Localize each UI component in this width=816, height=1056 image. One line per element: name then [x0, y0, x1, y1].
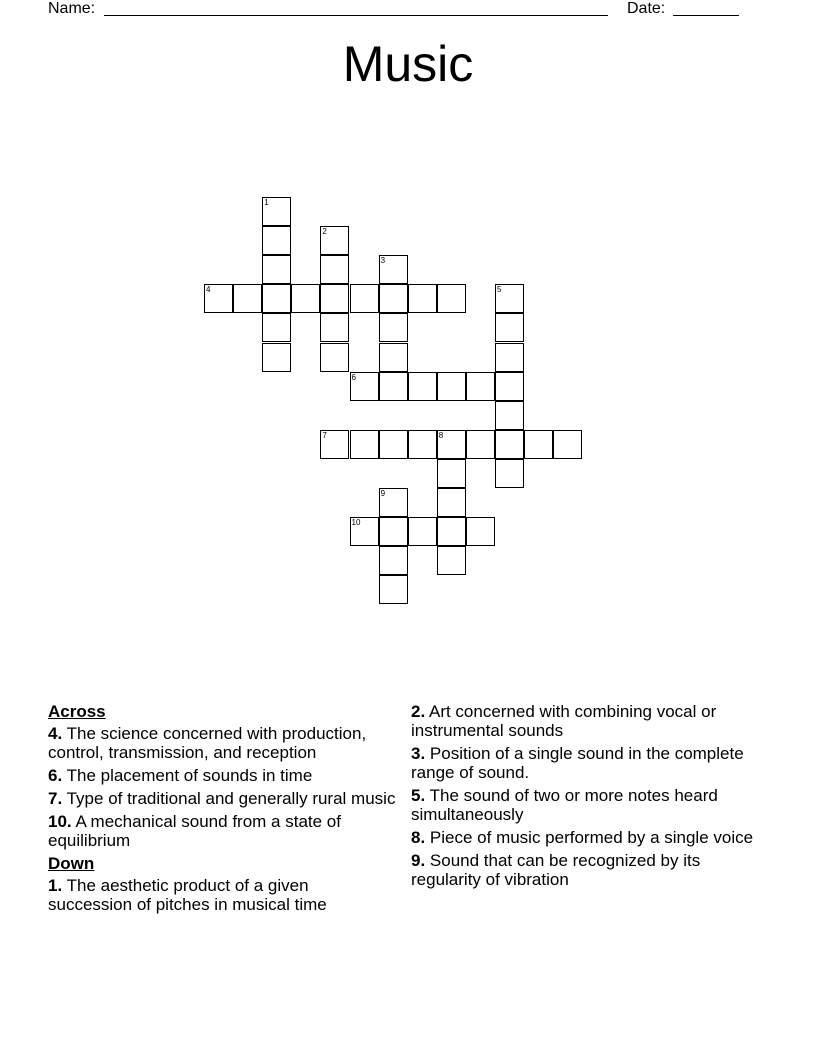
cell-number: 5	[497, 285, 502, 295]
cell-number: 1	[264, 198, 269, 207]
grid-cell[interactable]	[262, 197, 291, 226]
clue-item	[411, 828, 761, 847]
cell-number: 2	[322, 227, 327, 237]
clue-item	[48, 876, 396, 914]
grid-cell[interactable]	[495, 401, 524, 430]
clues-column-left	[48, 702, 396, 918]
clue-item	[48, 724, 396, 762]
grid-cell[interactable]	[379, 546, 408, 575]
grid-cell[interactable]	[408, 284, 437, 313]
grid-cell[interactable]	[379, 372, 408, 401]
clue-text: Art concerned with combining vocal or instrumental sounds	[411, 702, 717, 740]
clue-number: 8.	[411, 828, 426, 847]
cell-number: 9	[380, 489, 386, 498]
grid-cell[interactable]	[495, 343, 524, 372]
clue-item	[48, 789, 396, 808]
clue-text: Position of a single sound in the complete range of sound.	[411, 744, 744, 782]
grid-cell[interactable]	[262, 343, 291, 372]
grid-cell[interactable]	[320, 226, 349, 255]
page-title: Music	[342, 36, 474, 92]
grid-cell[interactable]	[437, 546, 466, 575]
clue-text: Piece of music performed by a single voice	[429, 828, 754, 847]
grid-cell[interactable]	[466, 517, 495, 546]
grid-cell[interactable]	[379, 430, 408, 459]
clue-text: Type of traditional and generally rural music	[66, 789, 396, 808]
grid-cell[interactable]	[350, 517, 379, 546]
clue-section-heading: Down	[48, 854, 95, 873]
clue-section-heading: Across	[48, 702, 106, 721]
clue-number: 1.	[48, 876, 63, 895]
clue-item	[411, 851, 761, 889]
grid-cell[interactable]	[379, 517, 408, 546]
grid-cell[interactable]	[437, 284, 466, 313]
grid-cell[interactable]	[495, 284, 524, 313]
clue-item	[411, 702, 761, 740]
grid-cell[interactable]	[379, 313, 408, 342]
clue-text: Sound that can be recognized by its regularity of vibration	[411, 851, 701, 889]
grid-cell[interactable]	[524, 430, 553, 459]
grid-cell[interactable]	[204, 284, 233, 313]
clue-text: A mechanical sound from a state of equilibrium	[48, 812, 341, 850]
grid-cell[interactable]	[408, 372, 437, 401]
grid-cell[interactable]	[320, 313, 349, 342]
clues-column-right	[411, 702, 761, 893]
clue-item	[48, 766, 396, 785]
cell-number: 10	[351, 518, 361, 528]
clue-text: The placement of sounds in time	[66, 766, 313, 785]
clue-number: 3.	[411, 744, 426, 763]
grid-cell[interactable]	[379, 343, 408, 372]
clue-number: 4.	[48, 724, 63, 743]
grid-cell[interactable]	[320, 343, 349, 372]
grid-cell[interactable]	[466, 430, 495, 459]
cell-number: 6	[351, 372, 356, 382]
clue-item	[48, 812, 396, 850]
grid-cell[interactable]	[233, 284, 262, 313]
grid-cell[interactable]	[262, 313, 291, 342]
grid-cell[interactable]	[437, 517, 466, 546]
clue-number: 2.	[411, 702, 426, 721]
clue-number: 6.	[48, 766, 63, 785]
grid-cell[interactable]	[466, 372, 495, 401]
grid-cell[interactable]	[408, 430, 437, 459]
grid-cell[interactable]	[379, 488, 408, 517]
clue-number: 7.	[48, 789, 63, 808]
grid-cell[interactable]	[262, 226, 291, 255]
clue-text: The science concerned with production, control, transmission, and reception	[48, 724, 367, 762]
grid-cell[interactable]	[350, 430, 379, 459]
grid-cell[interactable]	[379, 255, 408, 284]
cell-number: 8	[438, 430, 444, 440]
grid-cell[interactable]	[437, 488, 466, 517]
clue-number: 9.	[411, 851, 426, 870]
grid-cell[interactable]	[291, 284, 320, 313]
grid-cell[interactable]	[320, 255, 349, 284]
clue-text: The sound of two or more notes heard simultaneously	[411, 786, 718, 824]
grid-cell[interactable]	[437, 459, 466, 488]
grid-cell[interactable]	[320, 284, 349, 313]
name-label: Name:	[48, 0, 96, 17]
grid-cell[interactable]	[437, 430, 466, 459]
grid-cell[interactable]	[320, 430, 349, 459]
grid-cell[interactable]	[495, 430, 524, 459]
grid-cell[interactable]	[262, 255, 291, 284]
cell-number: 3	[380, 256, 386, 266]
grid-cell[interactable]	[262, 284, 291, 313]
grid-cell[interactable]	[495, 459, 524, 488]
grid-cell[interactable]	[350, 284, 379, 313]
grid-cell[interactable]	[350, 372, 379, 401]
grid-cell[interactable]	[379, 575, 408, 604]
clue-text: The aesthetic product of a given succession of pitches in musical time	[48, 876, 327, 914]
clue-item	[411, 786, 761, 824]
cell-number: 4	[206, 285, 211, 295]
grid-cell[interactable]	[495, 313, 524, 342]
grid-cell[interactable]	[379, 284, 408, 313]
grid-cell[interactable]	[495, 372, 524, 401]
grid-cell[interactable]	[553, 430, 582, 459]
cell-number: 7	[322, 430, 327, 440]
date-label: Date:	[627, 0, 666, 17]
clue-item	[411, 744, 761, 782]
clue-number: 5.	[411, 786, 426, 805]
grid-cell[interactable]	[408, 517, 437, 546]
grid-cell[interactable]	[437, 372, 466, 401]
clue-number: 10.	[48, 812, 72, 831]
